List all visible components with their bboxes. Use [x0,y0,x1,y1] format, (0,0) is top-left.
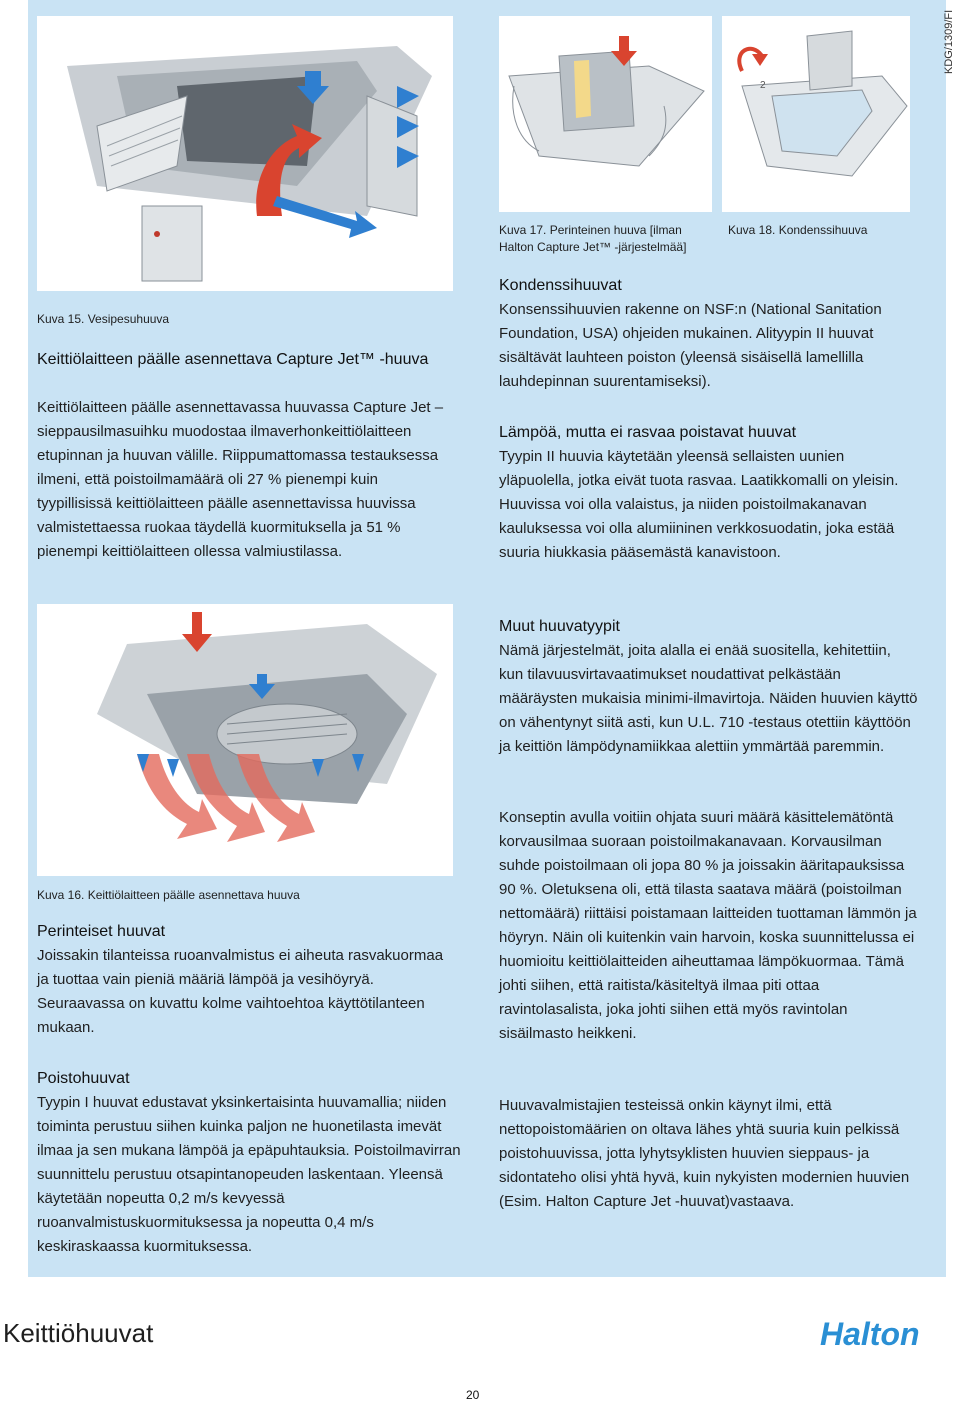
heat-hoods-heading: Lämpöä, mutta ei rasvaa poistavat huuvat [499,424,797,441]
document-code: KDG/1309/FI [943,9,955,74]
capture-jet-heading: Keittiölaitteen päälle asennettava Capture Jet™ -huuva [37,351,429,368]
page-number: 20 [466,1388,480,1402]
concept-paragraph: Konseptin avulla voitiin ohjata suuri määrä käsittelemätöntä korvausilmaa suoraan poistoilmakanavaan. Korvausilman suhde poistoilmaan oli jopa 80 % ja joissakin ääritapauksissa 90 %. Oletuksena oli, että tilasta saatava määrä (poistoilman nettomäärä) riittäisi poistamaan laitteiden tuottaman lämmön ja höyryn. Näin oli kuitenkin vain harvoin, koska suunnittelussa ei huomioitu keittiölaitteiden aiheuttamaa lämpökuormaa. Tämä johti siihen, että raitista/käsiteltyä ilmaa piti ottaa ravintolasalista, joka johti siihen että myös ravintolan sisäilmasto heikkeni. [499,809,917,1042]
figure-16-caption: Kuva 16. Keittiölaitteen päälle asennettava huuva [37,888,300,902]
page-title: Keittiöhuuvat [3,1318,154,1348]
exhaust-hoods-heading: Poistohuuvat [37,1070,130,1087]
manufacturers-paragraph: Huuvavalmistajien testeissä onkin käynyt ilmi, että nettopoistomäärien on oltava lähes yhtä suuria kuin pelkissä poistohuuvissa, jotta lyhytsyklisten huuvien sieppaus- ja sidontateho olisi yhtä hyvä, kuin nykyisten modernien huuvien (Esim. Halton Capture Jet -huuvat)vastaava. [499,1097,910,1210]
figure-17-caption: Kuva 17. Perinteinen huuva [ilman Halton Capture Jet™ -järjestelmää] [499,223,687,254]
capture-jet-body: Keittiölaitteen päälle asennettavassa huuvassa Capture Jet – sieppausilmasuihku muodostaa ilmaverhonkeittiölaitteen etupinnan ja huuvan välille. Riippumattomassa testauksessa ilmeni, että poistoilmamäärä oli 27 % pienempi kuin tyypillisissä keittiölaitteen päälle asennettavissa huuvissa valmistettaessa ruokaa täydellä kuormituksella ja 51 % pienempi keittiölaitteen ollessa valmiustilassa. [37,399,444,560]
other-hoods-body: Nämä järjestelmät, joita alalla ei enää suositella, kehitettiin, kun tilavuusvirtavaatimukset noudattivat pelkästään määräysten mukaisia minimi-ilmavirtoja. Näiden huuvien käyttö on vähentynyt siitä asti, kun U.L. 710 -testaus otettiin käyttöön ja keittiön lämpödynamiikkaa alettiin ymmärtää paremmin. [499,642,918,755]
exhaust-hoods-body: Tyypin I huuvat edustavat yksinkertaisinta huuvamallia; niiden toiminta perustuu siihen kuinka paljon ne huonetilasta imevät ilmaa ja sen mukana lämpöä ja epäpuhtauksia. Poistoilmavirran suunnittelu perustuu otsapintanopeuden laskentaan. Yleensä käytetään nopeutta 0,2 m/s kevyessä ruoanvalmistuskuormituksessa ja nopeutta 0,4 m/s keskiraskaassa kuormituksessa. [37,1094,461,1255]
figure-15-image [37,16,453,291]
condensation-hoods-body: Konsenssihuuvien rakenne on NSF:n (National Sanitation Foundation, USA) ohjeiden mukainen. Alityypin II huuvat sisältävät lauhteen poiston (yleensä sisäisellä lamellilla lauhdepinnan suurentamiseksi). [499,301,882,390]
svg-text:2: 2 [760,80,766,91]
traditional-hoods-body: Joissakin tilanteissa ruoanvalmistus ei aiheuta rasvakuormaa ja tuottaa vain pieniä määriä lämpöä ja vesihöyryä. Seuraavassa on kuvattu kolme vaihtoehtoa käyttötilanteen mukaan. [37,947,444,1036]
other-hoods-heading: Muut huuvatyypit [499,618,620,635]
figure-15-caption: Kuva 15. Vesipesuhuuva [37,312,170,326]
traditional-hoods-heading: Perinteiset huuvat [37,923,166,940]
halton-logo-text: Halton [820,1316,920,1351]
figure-17-image [499,16,712,212]
figure-16-image [37,604,453,876]
condensation-hoods-heading: Kondenssihuuvat [499,277,622,294]
halton-logo [820,1315,948,1356]
heat-hoods-body: Tyypin II huuvia käytetään yleensä sellaisten uunien yläpuolella, jotka eivät tuota rasvaa. Laatikkomalli on yleisin. Huuvissa voi olla valaistus, ja niiden poistoilmakanavan kauluksessa voi olla alumiininen verkkosuodatin, joka estää suuria hiukkasia pääsemästä kanavistoon. [499,448,899,561]
figure-18-image [722,16,910,212]
figure-18-caption: Kuva 18. Kondenssihuuva [728,223,868,237]
